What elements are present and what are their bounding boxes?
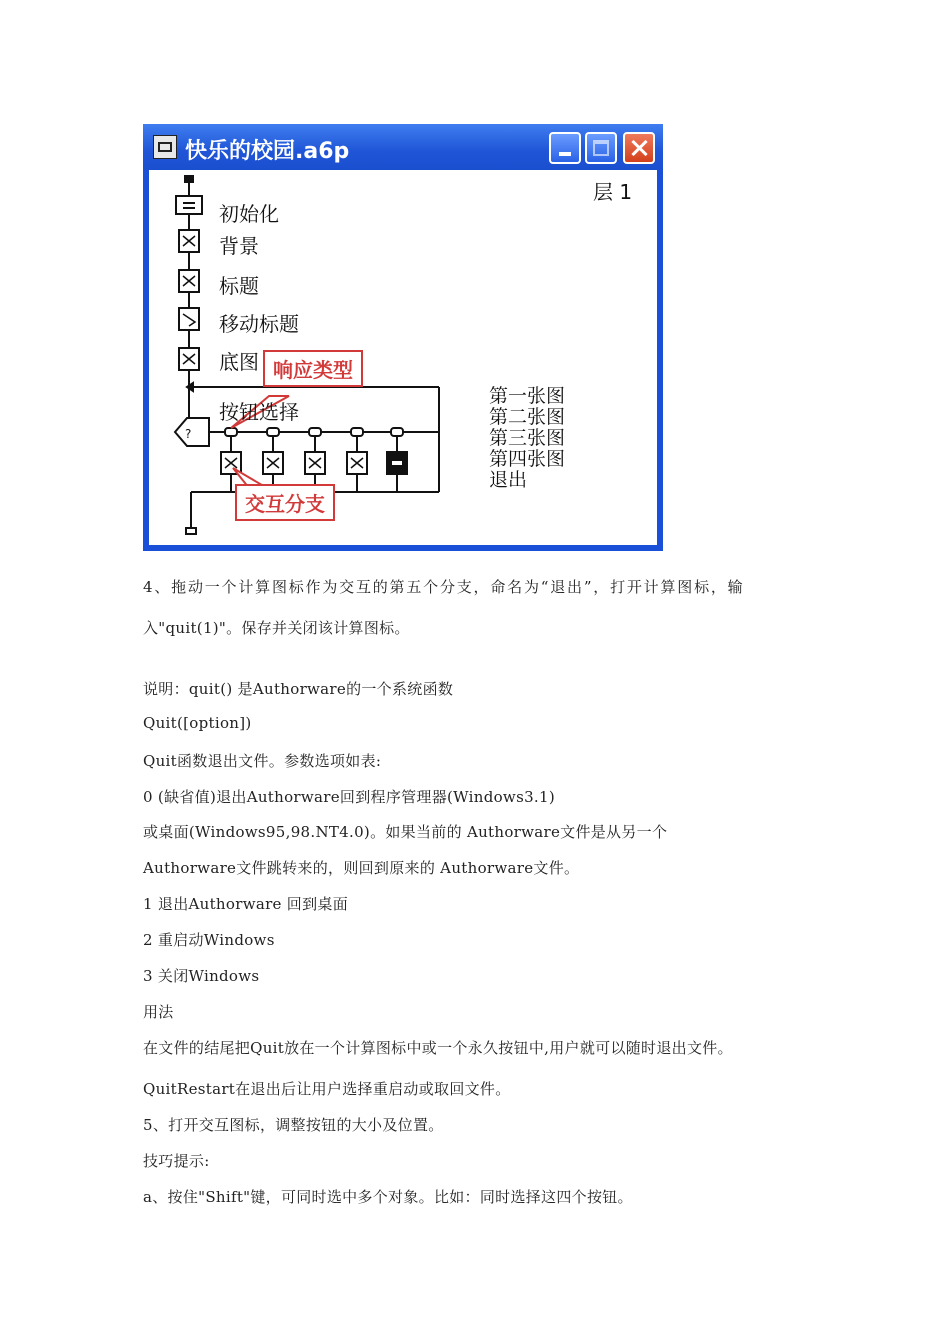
paragraph-option-2: 2 重启动Windows (143, 931, 275, 949)
paragraph-tip-a: a、按住"Shift"键，可同时选中多个对象。比如：同时选择这四个按钮。 (143, 1188, 633, 1206)
paragraph-usage-heading: 用法 (143, 1003, 174, 1021)
level-label: 层 1 (593, 180, 633, 204)
app-icon (153, 135, 177, 159)
paragraph-usage: 在文件的结尾把Quit放在一个计算图标中或一个永久按钮中,用户就可以随时退出文件。 (143, 1039, 733, 1057)
minimize-button[interactable] (549, 132, 581, 164)
icon-label-title[interactable]: 标题 (219, 274, 259, 298)
icon-label-button-choice[interactable]: 按钮选择 (219, 400, 299, 424)
paragraph-quitrestart: QuitRestart在退出后让用户选择重启动或取回文件。 (143, 1080, 511, 1098)
paragraph-option-3: 3 关闭Windows (143, 967, 260, 985)
button-name-list (489, 386, 565, 491)
button-name-3: 第三张图 (489, 427, 566, 449)
callout-response-type: 响应类型 (263, 350, 363, 387)
button-name-1: 第一张图 (489, 385, 566, 407)
maximize-button[interactable] (585, 132, 617, 164)
paragraph-step5: 5、打开交互图标，调整按钮的大小及位置。 (143, 1116, 444, 1134)
icon-label-base-image[interactable]: 底图 (219, 350, 259, 374)
paragraph-syntax: Quit([option]) (143, 714, 252, 732)
paragraph-tips-heading: 技巧提示: (143, 1152, 210, 1170)
paragraph-step4-line2: 入"quit(1)"。保存并关闭该计算图标。 (143, 619, 410, 637)
callout-interaction-branch: 交互分支 (235, 484, 335, 521)
icon-label-move-title[interactable]: 移动标题 (219, 312, 299, 336)
title-bar[interactable] (143, 124, 663, 170)
icon-label-background[interactable]: 背景 (219, 234, 259, 258)
paragraph-option-1: 1 退出Authorware 回到桌面 (143, 895, 348, 913)
icon-label-init[interactable]: 初始化 (219, 202, 279, 226)
paragraph-quit-desc: Quit函数退出文件。参数选项如表: (143, 752, 382, 770)
paragraph-option-0-cont: 或桌面(Windows95,98.NT4.0)。如果当前的 Authorware文件是从另一个 (143, 823, 668, 841)
svg-text:?: ? (185, 427, 192, 441)
paragraph-note: 说明：quit() 是Authorware的一个系统函数 (143, 680, 454, 698)
button-name-4: 第四张图 (489, 448, 566, 470)
paragraph-step4-line1: 4、拖动一个计算图标作为交互的第五个分支，命名为“退出”，打开计算图标，输 (143, 578, 745, 596)
paragraph-option-0: 0 (缺省值)退出Authorware回到程序管理器(Windows3.1) (143, 788, 555, 806)
paragraph-option-0-cont2: Authorware文件跳转来的，则回到原来的 Authorware文件。 (143, 859, 580, 877)
close-button[interactable] (623, 132, 655, 164)
button-name-2: 第二张图 (489, 406, 566, 428)
window-title: 快乐的校园.a6p (185, 139, 350, 164)
authorware-window (143, 124, 663, 551)
button-name-5: 退出 (489, 469, 528, 491)
flowline-canvas (149, 170, 657, 545)
